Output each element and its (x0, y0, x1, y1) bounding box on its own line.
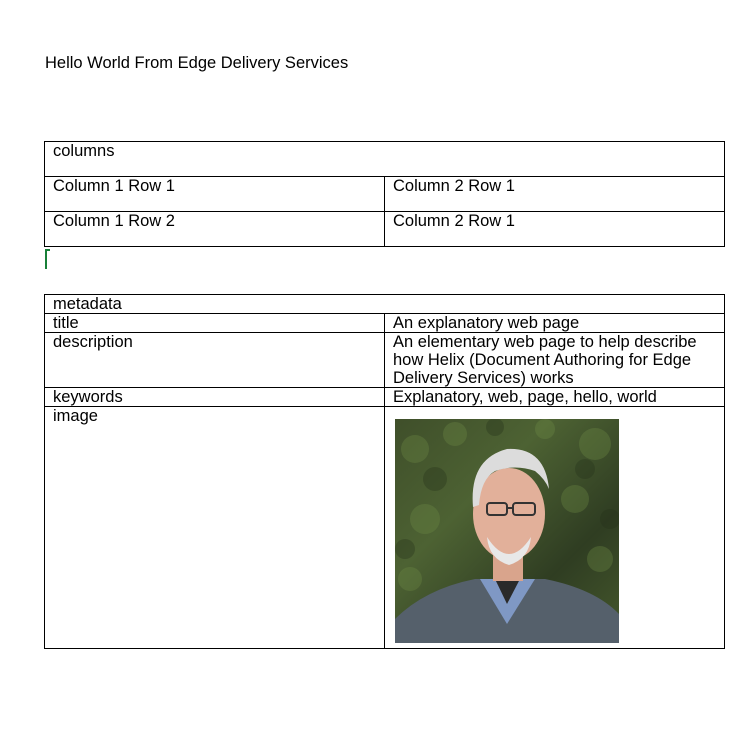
metadata-value-keywords[interactable]: Explanatory, web, page, hello, world (385, 388, 725, 407)
table-row (45, 388, 725, 407)
table-row (45, 314, 725, 333)
metadata-key-image[interactable]: image (45, 407, 385, 649)
page-title: Hello World From Edge Delivery Services (45, 54, 349, 72)
metadata-value-description[interactable]: An elementary web page to help describe how Helix (Document Authoring for Edge Delivery Services) works (385, 333, 725, 388)
columns-table (44, 141, 725, 247)
table-row (45, 295, 725, 314)
table-row (45, 142, 725, 177)
columns-table-header[interactable]: columns (45, 142, 725, 177)
metadata-value-image[interactable] (385, 407, 725, 649)
table-row (45, 333, 725, 388)
table-row (45, 212, 725, 247)
portrait-illustration (395, 419, 619, 643)
text-cursor (45, 249, 47, 269)
profile-photo[interactable] (395, 419, 619, 643)
table-row (45, 407, 725, 649)
table-row (45, 177, 725, 212)
table-cell[interactable]: Column 1 Row 1 (45, 177, 385, 212)
table-cell[interactable]: Column 2 Row 1 (385, 212, 725, 247)
metadata-key-title[interactable]: title (45, 314, 385, 333)
table-cell[interactable]: Column 1 Row 2 (45, 212, 385, 247)
metadata-table-header[interactable]: metadata (45, 295, 725, 314)
metadata-value-title[interactable]: An explanatory web page (385, 314, 725, 333)
metadata-key-keywords[interactable]: keywords (45, 388, 385, 407)
table-cell[interactable]: Column 2 Row 1 (385, 177, 725, 212)
metadata-key-description[interactable]: description (45, 333, 385, 388)
metadata-table (44, 294, 725, 649)
